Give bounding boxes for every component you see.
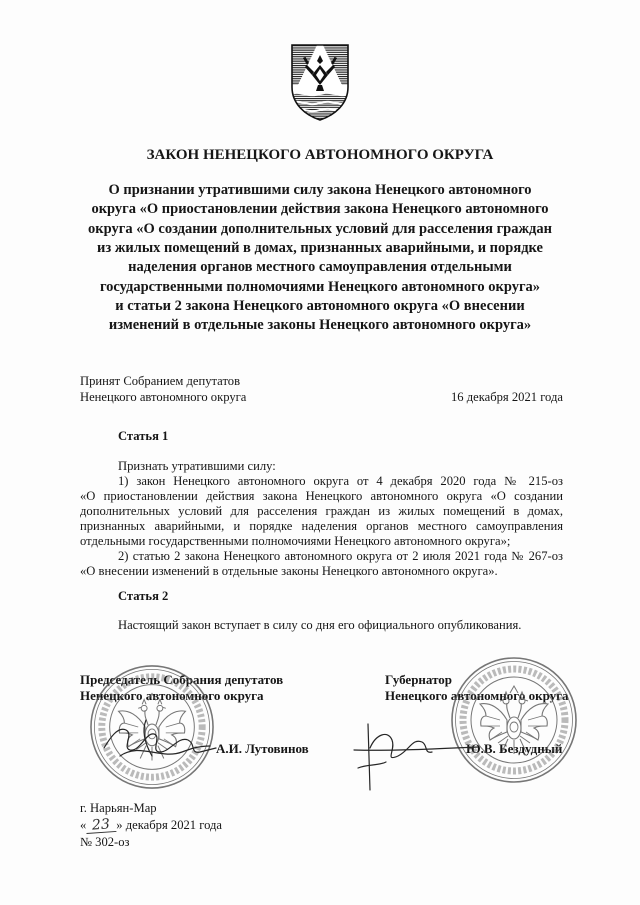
subtitle-line: О признании утратившими силу закона Ненецкого автономного: [108, 182, 532, 198]
chairman-title-line-1: Председатель Собрания депутатов: [80, 672, 284, 687]
signature-right-icon: [352, 718, 482, 794]
article-1-line: отдельными государственными полномочиями Ненецкого автономного округа»;: [80, 534, 511, 548]
adoption-line-1: Принят Собранием депутатов: [80, 374, 241, 388]
article-1-line: дополнительных условий для расселения граждан из жилых помещений в домах,: [80, 504, 563, 518]
subtitle-line: округа «О приостановлении действия закона Ненецкого автономного: [91, 201, 549, 218]
date-month-year: » декабря 2021 года: [116, 818, 223, 832]
article-1-intro: Признать утратившими силу:: [118, 459, 276, 473]
adoption-date: 16 декабря 2021 года: [450, 390, 563, 404]
signing-date: [80, 818, 222, 833]
handwritten-day: 23: [86, 818, 117, 834]
article-1-line: 1) закон Ненецкого автономного округа от 4 декабря 2020 года № 215-оз: [118, 474, 563, 488]
governor-title-line-2: Ненецкого автономного округа: [385, 688, 569, 703]
date-open-quote: «: [80, 818, 87, 832]
article-1-line: «О приостановлении действия закона Ненецкого автономного округа «О создании: [80, 489, 563, 503]
governor-name: Ю.В. Бездудный: [466, 741, 563, 756]
subtitle-line: из жилых помещений в домах, признанных аварийными, и порядке: [97, 239, 543, 256]
adoption-line-2: Ненецкого автономного округа: [80, 390, 247, 404]
subtitle-line: изменений в отдельные законы Ненецкого автономного округа»: [108, 317, 532, 334]
article-2-heading: Статья 2: [118, 589, 169, 603]
chairman-title-line-2: Ненецкого автономного округа: [80, 688, 264, 703]
subtitle-line: государственными полномочиями Ненецкого автономного округа»: [99, 278, 541, 295]
place-of-signing: г. Нарьян-Мар: [80, 801, 157, 815]
article-1-heading: Статья 1: [118, 429, 169, 443]
article-1-line: признанных аварийными, и порядке наделения органов местного самоуправления: [80, 519, 563, 533]
document-title: ЗАКОН НЕНЕЦКОГО АВТОНОМНОГО ОКРУГА: [146, 147, 494, 163]
article-2-text: Настоящий закон вступает в силу со дня его официального опубликования.: [118, 618, 522, 632]
subtitle-line: и статьи 2 закона Ненецкого автономного округа «О внесении: [115, 297, 525, 314]
coat-of-arms-icon: [290, 43, 350, 121]
signature-left-icon: [100, 712, 220, 770]
law-number: № 302-оз: [80, 835, 130, 849]
article-1-line: «О внесении изменений в отдельные законы Ненецкого автономного округа».: [80, 564, 498, 578]
subtitle-line: наделения органов местного самоуправления отдельными: [128, 259, 512, 276]
subtitle-line: округа «О создании дополнительных условий для расселения граждан: [88, 220, 552, 237]
chairman-name: А.И. Лутовинов: [216, 741, 309, 756]
governor-title-line-1: Губернатор: [385, 672, 453, 687]
article-1-line: 2) статью 2 закона Ненецкого автономного округа от 2 июля 2021 года № 267-оз: [118, 549, 563, 563]
